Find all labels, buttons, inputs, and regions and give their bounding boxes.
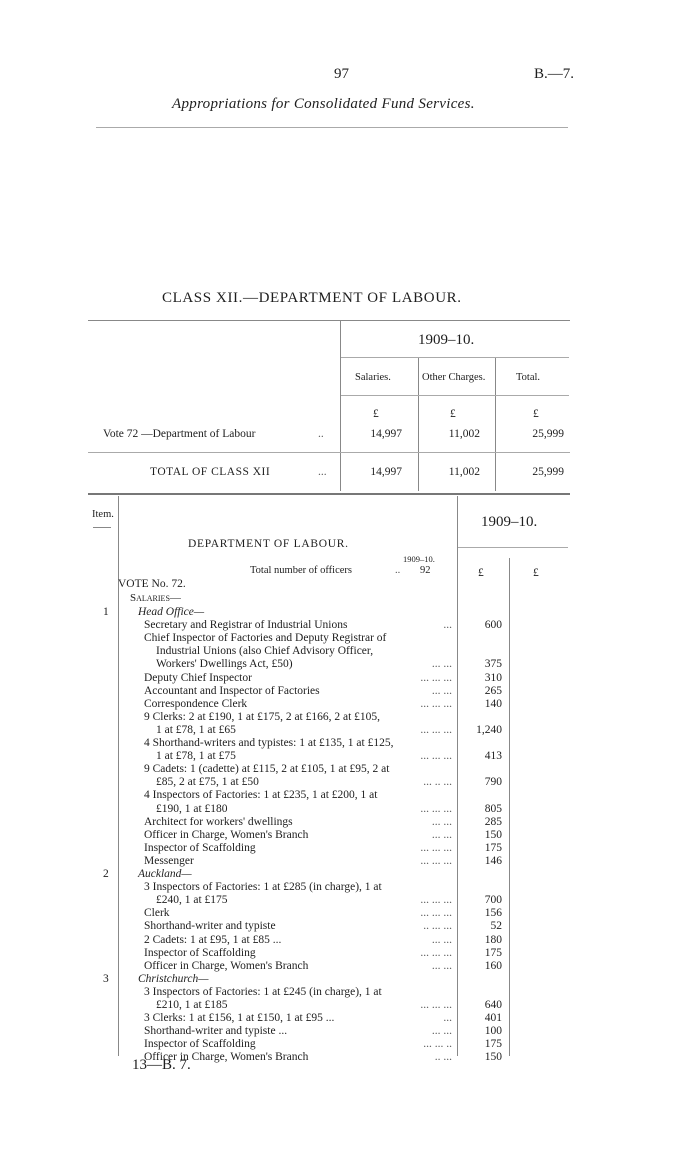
leader-dots: ... ... ...: [420, 894, 452, 906]
salary-amount: 285: [484, 816, 502, 828]
leader-dots: .. ...: [434, 1051, 452, 1063]
officers-year: 1909–10.: [403, 554, 435, 564]
salary-line-text: £210, 1 at £185: [156, 999, 228, 1011]
officers-count: 92: [420, 565, 431, 576]
summary-divider-label: [340, 321, 341, 491]
salary-line-text: 9 Clerks: 2 at £190, 1 at £175, 2 at £166, 2 at £105,: [144, 711, 381, 723]
salary-amount: 375: [484, 658, 502, 670]
salary-amount: 100: [484, 1025, 502, 1037]
salary-amount: 1,240: [476, 724, 502, 736]
leader-dots: ... ...: [431, 829, 452, 841]
salary-amount: 175: [484, 947, 502, 959]
summary-row-vote-other: 11,002: [448, 428, 480, 440]
summary-total-total: 25,999: [532, 466, 564, 478]
department-heading: DEPARTMENT OF LABOUR.: [188, 538, 349, 550]
summary-row-vote-total: 25,999: [532, 428, 564, 440]
detail-year: 1909–10.: [481, 514, 538, 530]
col-total-header: Total.: [516, 372, 541, 383]
salaries-heading: Salaries—: [130, 592, 181, 604]
summary-currency-total: £: [533, 408, 539, 420]
salary-line-text: Shorthand-writer and typiste ...: [144, 1025, 288, 1037]
salary-line-text: Workers' Dwellings Act, £50): [156, 658, 293, 670]
leader-dots: ... ... ...: [420, 672, 452, 684]
salary-line-text: Deputy Chief Inspector: [144, 672, 252, 684]
salary-line-text: 2 Cadets: 1 at £95, 1 at £85 ...: [144, 934, 282, 946]
running-title: Appropriations for Consolidated Fund Services.: [172, 96, 475, 112]
salary-amount: 310: [484, 672, 502, 684]
summary-total-rule: [88, 452, 570, 453]
leader-dots: ... ...: [431, 685, 452, 697]
salary-amount: 146: [484, 855, 502, 867]
salary-amount: 150: [484, 829, 502, 841]
page-number: 97: [334, 66, 349, 82]
leader-dots: ... ... ...: [420, 698, 452, 710]
salary-line-text: £240, 1 at £175: [156, 894, 228, 906]
leader-dots: ... ... ...: [420, 803, 452, 815]
salary-amount: 175: [484, 1038, 502, 1050]
salary-line-text: Architect for workers' dwellings: [144, 816, 293, 828]
leader-dots: ... ...: [431, 1025, 452, 1037]
salary-line-text: Correspondence Clerk: [144, 698, 248, 710]
summary-total-label: TOTAL OF CLASS XII: [150, 466, 271, 478]
salary-line-text: Officer in Charge, Women's Branch: [144, 829, 309, 841]
summary-row-vote-salaries: 14,997: [370, 428, 402, 440]
salary-amount: 600: [484, 619, 502, 631]
leader-dots: ...: [443, 619, 452, 631]
salary-line-text: Clerk: [144, 907, 170, 919]
summary-total-other: 11,002: [448, 466, 480, 478]
salary-line-text: 9 Cadets: 1 (cadette) at £115, 2 at £105, 1 at £95, 2 at: [144, 763, 390, 775]
leader-dots: ... .. ...: [423, 776, 452, 788]
summary-total-salaries: 14,997: [370, 466, 402, 478]
summary-year: 1909–10.: [418, 332, 475, 348]
leader-dots: ... ... ...: [420, 724, 452, 736]
salary-amount: 790: [484, 776, 502, 788]
salary-line-text: Inspector of Scaffolding: [144, 947, 256, 959]
leader-dots: ... ... ..: [423, 1038, 452, 1050]
col-other-header: Other Charges.: [422, 372, 486, 383]
detail-year-rule: [458, 547, 568, 548]
footer-signature: 13—B. 7.: [132, 1057, 191, 1073]
salary-line-text: 3 Inspectors of Factories: 1 at £245 (in charge), 1 at: [144, 986, 382, 998]
item-header-underline: [93, 527, 111, 528]
leader-dots: ... ... ...: [420, 947, 452, 959]
item-number: 1: [103, 606, 109, 618]
summary-divider-1: [418, 358, 419, 491]
salary-line-text: Industrial Unions (also Chief Advisory Officer,: [156, 645, 374, 657]
summary-bottom-rule: [88, 493, 570, 495]
location-heading: Auckland—: [138, 868, 192, 880]
salary-amount: 140: [484, 698, 502, 710]
salary-line-text: Inspector of Scaffolding: [144, 1038, 256, 1050]
leader-dots: ... ...: [431, 816, 452, 828]
summary-divider-2: [495, 358, 496, 491]
salary-amount: 175: [484, 842, 502, 854]
salary-line-text: Chief Inspector of Factories and Deputy Registrar of: [144, 632, 387, 644]
salary-line-text: £190, 1 at £180: [156, 803, 228, 815]
salary-line-text: 1 at £78, 1 at £65: [156, 724, 236, 736]
salary-amount: 150: [484, 1051, 502, 1063]
summary-row-vote-label: Vote 72 —Department of Labour: [103, 428, 256, 440]
summary-top-rule: [88, 320, 570, 321]
salary-amount: 52: [490, 920, 502, 932]
document-code: B.—7.: [534, 66, 575, 82]
salary-line-text: 3 Inspectors of Factories: 1 at £285 (in charge), 1 at: [144, 881, 382, 893]
summary-total-dots: ...: [318, 466, 327, 478]
salary-amount: 265: [484, 685, 502, 697]
salary-line-text: 4 Shorthand-writers and typistes: 1 at £135, 1 at £125,: [144, 737, 394, 749]
salary-amount: 413: [484, 750, 502, 762]
salary-amount: 156: [484, 907, 502, 919]
salary-line-text: Officer in Charge, Women's Branch: [144, 960, 309, 972]
vote-heading: VOTE No. 72.: [118, 578, 186, 590]
officers-label: Total number of officers: [250, 565, 352, 576]
leader-dots: ... ...: [431, 960, 452, 972]
salary-line-text: Shorthand-writer and typiste: [144, 920, 276, 932]
salary-amount: 160: [484, 960, 502, 972]
leader-dots: ...: [443, 1012, 452, 1024]
leader-dots: ... ... ...: [420, 750, 452, 762]
leader-dots: .. ... ...: [423, 920, 452, 932]
summary-currency-other: £: [450, 408, 456, 420]
salary-line-text: Officer in Charge, Women's Branch: [144, 1051, 309, 1063]
summary-row-vote-dots: ..: [318, 428, 324, 440]
summary-header-rule: [341, 395, 569, 396]
item-number: 2: [103, 868, 109, 880]
location-heading: Head Office—: [138, 606, 205, 618]
item-column-header: Item.: [92, 509, 114, 520]
detail-currency-1: £: [478, 567, 484, 579]
summary-currency-salaries: £: [373, 408, 379, 420]
leader-dots: ... ... ...: [420, 999, 452, 1011]
salary-amount: 700: [484, 894, 502, 906]
amount-column-divider-2: [509, 558, 510, 1056]
salary-line-text: £85, 2 at £75, 1 at £50: [156, 776, 259, 788]
header-rule: [96, 127, 568, 128]
salary-line-text: 1 at £78, 1 at £75: [156, 750, 236, 762]
detail-currency-2: £: [533, 567, 539, 579]
leader-dots: ... ... ...: [420, 842, 452, 854]
leader-dots: ... ... ...: [420, 907, 452, 919]
salary-line-text: 4 Inspectors of Factories: 1 at £235, 1 at £200, 1 at: [144, 789, 378, 801]
class-title: CLASS XII.—DEPARTMENT OF LABOUR.: [162, 290, 462, 306]
summary-year-rule: [341, 357, 569, 358]
salary-line-text: 3 Clerks: 1 at £156, 1 at £150, 1 at £95 ...: [144, 1012, 335, 1024]
officers-dots: ..: [395, 565, 401, 576]
salary-amount: 805: [484, 803, 502, 815]
col-salaries-header: Salaries.: [355, 372, 391, 383]
salary-line-text: Messenger: [144, 855, 194, 867]
salary-line-text: Accountant and Inspector of Factories: [144, 685, 320, 697]
location-heading: Christchurch—: [138, 973, 209, 985]
leader-dots: ... ...: [431, 934, 452, 946]
item-number: 3: [103, 973, 109, 985]
salary-amount: 401: [484, 1012, 502, 1024]
salary-line-text: Secretary and Registrar of Industrial Unions: [144, 619, 348, 631]
leader-dots: ... ...: [431, 658, 452, 670]
salary-line-text: Inspector of Scaffolding: [144, 842, 256, 854]
salary-amount: 640: [484, 999, 502, 1011]
leader-dots: ... ... ...: [420, 855, 452, 867]
salary-amount: 180: [484, 934, 502, 946]
